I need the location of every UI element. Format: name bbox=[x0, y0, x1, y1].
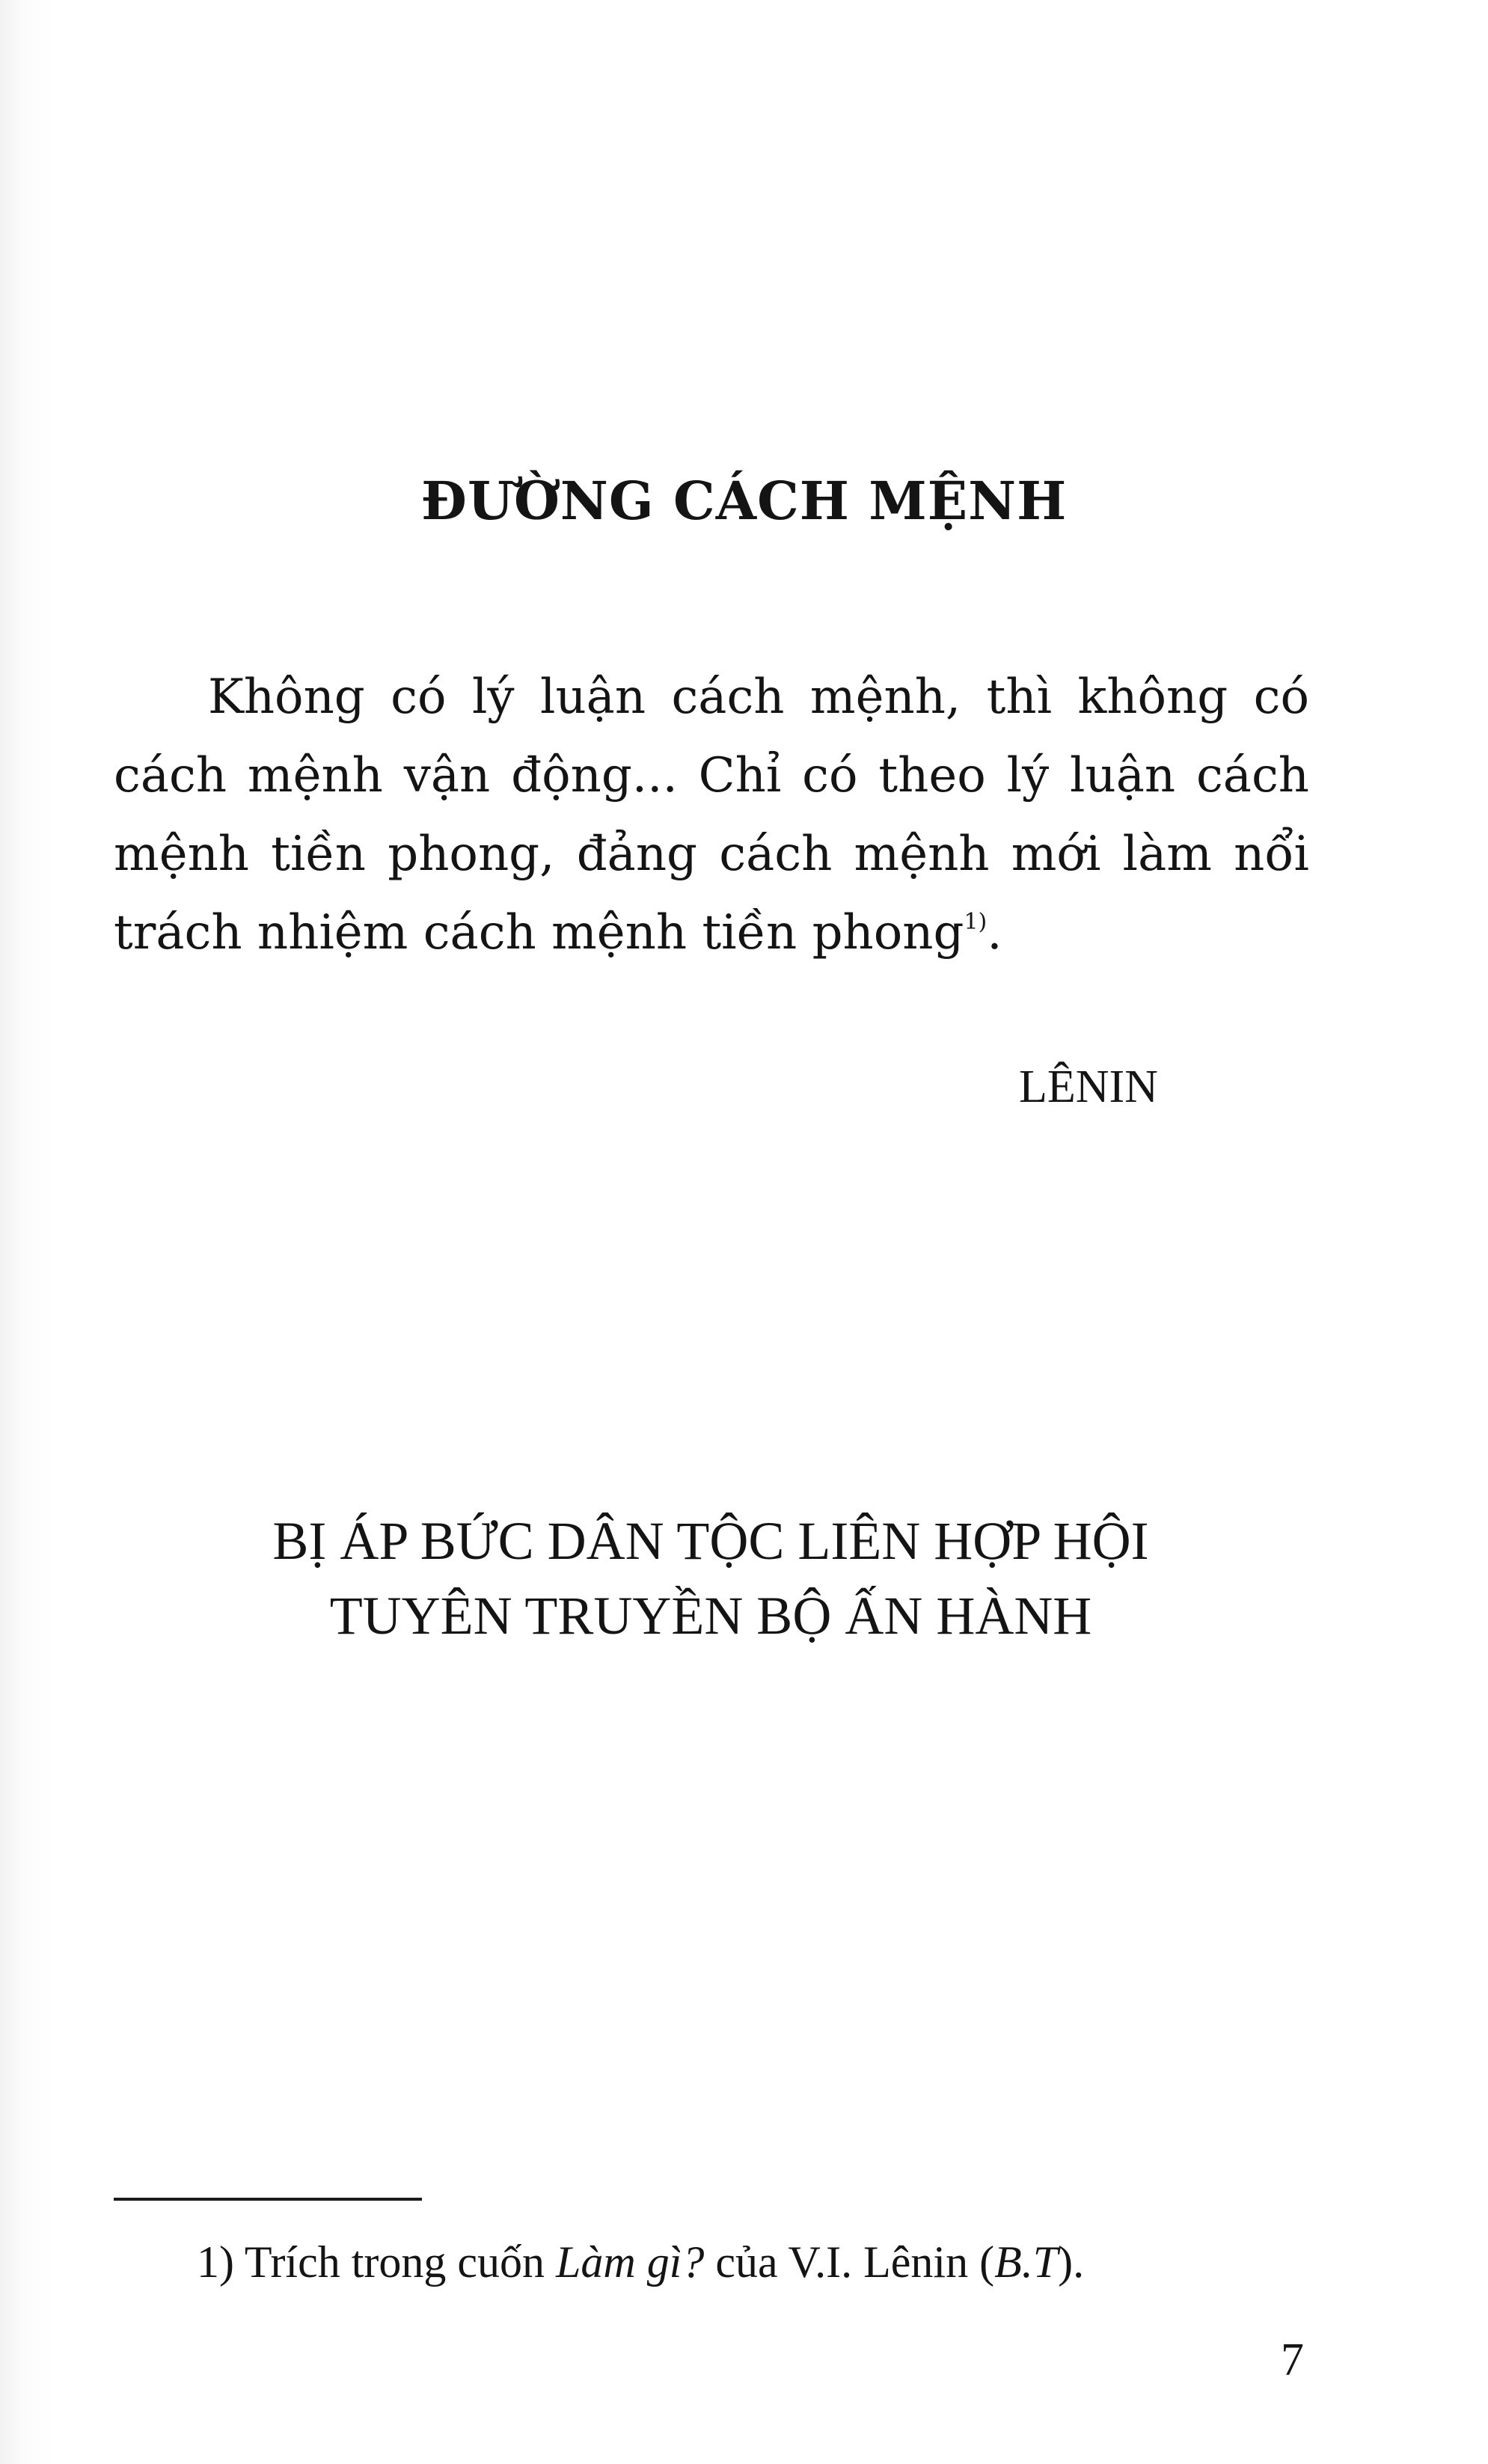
footnote-prefix: 1) Trích trong cuốn bbox=[197, 2237, 556, 2287]
footnote-book-title: Làm gì? bbox=[556, 2237, 705, 2287]
publisher-line-2: TUYÊN TRUYỀN BỘ ẤN HÀNH bbox=[329, 1586, 1092, 1646]
footnote-suffix: ). bbox=[1058, 2237, 1085, 2287]
footnote-reference: 1) bbox=[964, 909, 988, 935]
footnote bbox=[197, 2237, 1084, 2288]
publisher-block bbox=[0, 1504, 1421, 1653]
epigraph-author: LÊNIN bbox=[1019, 1061, 1158, 1112]
page-number: 7 bbox=[1281, 2335, 1304, 2385]
footnote-abbreviation: B.T bbox=[994, 2237, 1059, 2287]
epigraph-quote bbox=[114, 658, 1309, 972]
page-title: ĐƯỜNG CÁCH MỆNH bbox=[420, 470, 1068, 532]
footnote-middle: của V.I. Lênin ( bbox=[704, 2237, 995, 2287]
epigraph-end-punctuation: . bbox=[987, 905, 1002, 960]
footnote-divider bbox=[114, 2198, 422, 2201]
publisher-line-1: BỊ ÁP BỨC DÂN TỘC LIÊN HỢP HỘI bbox=[272, 1511, 1149, 1571]
epigraph-text: Không có lý luận cách mệnh, thì không có cách mệnh vận động... Chỉ có theo lý luận cách mệnh tiền phong, đảng cách mệnh mới làm nổi trách nhiệm cách mệnh tiền phong bbox=[114, 669, 1309, 960]
